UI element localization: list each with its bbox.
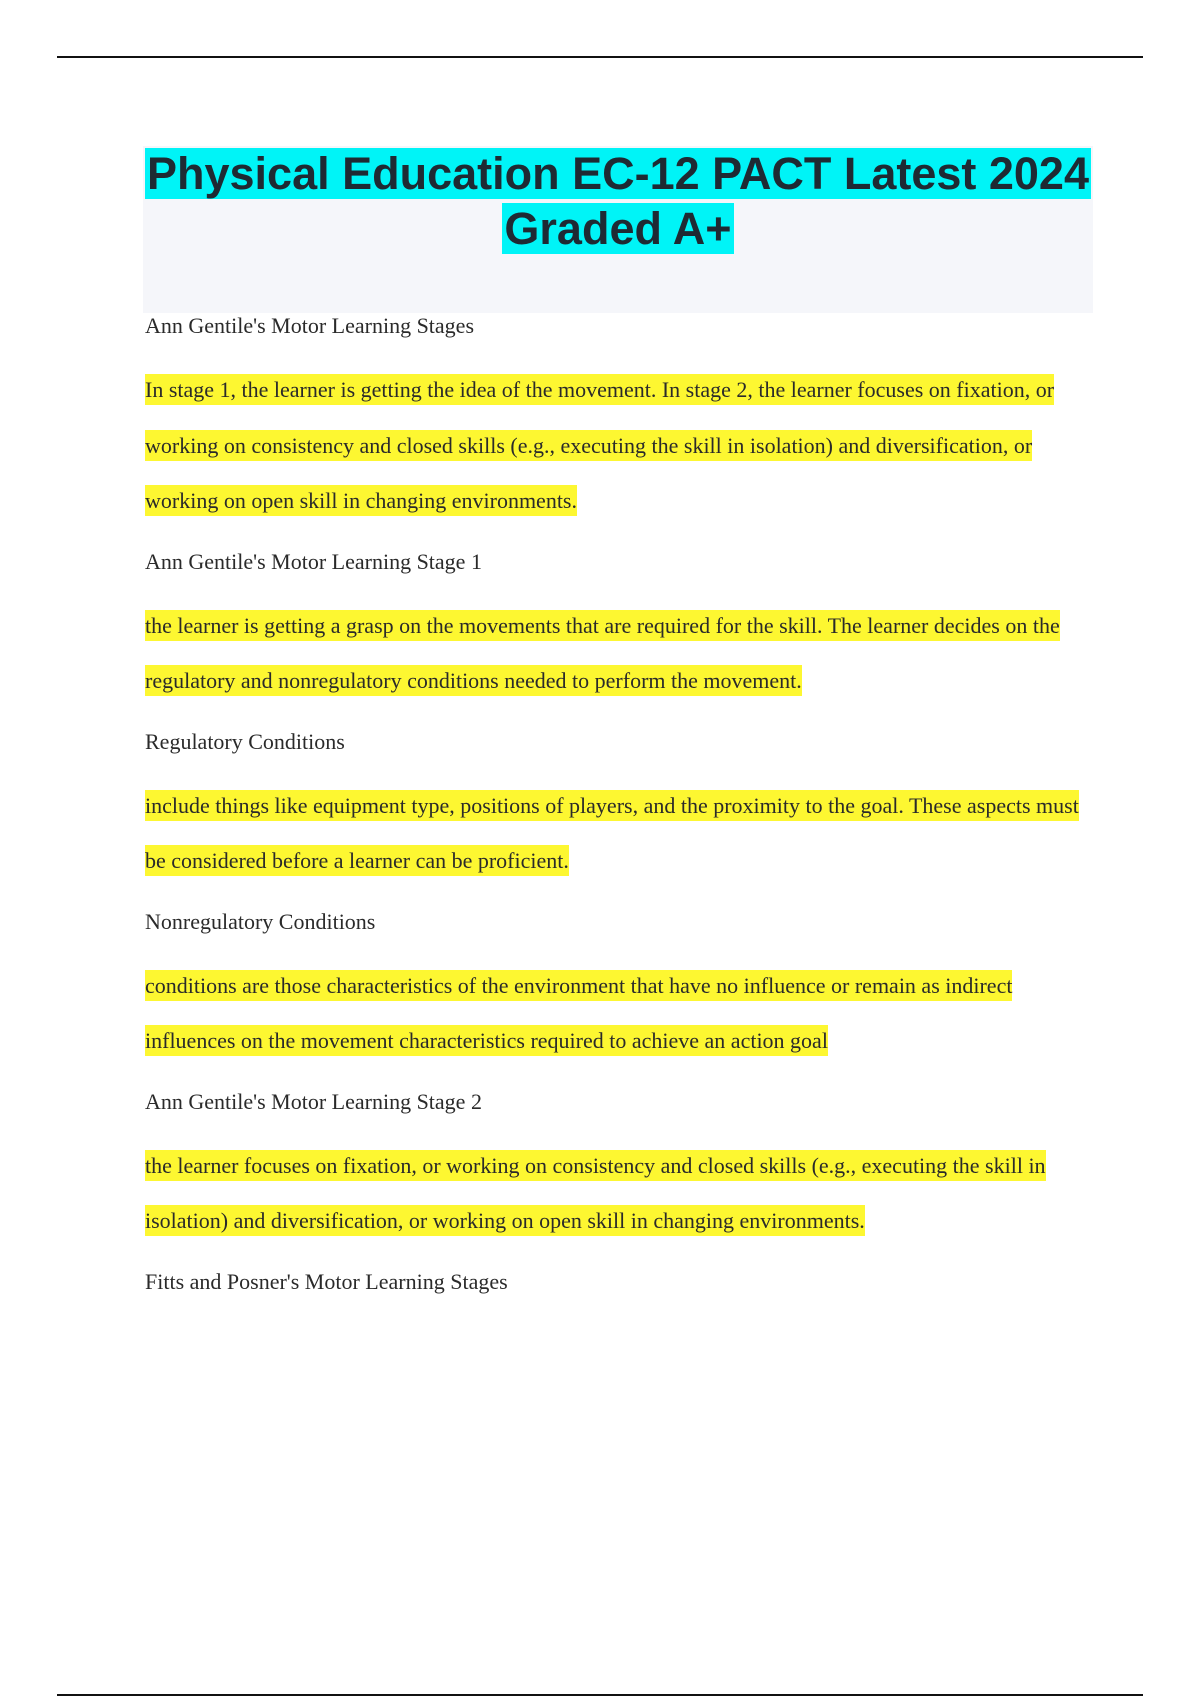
definition-highlight: conditions are those characteristics of the environment that have no influence or remain as indirect influences on the movement characteristics required to achieve an action goal: [145, 970, 1012, 1057]
term-heading: Ann Gentile's Motor Learning Stages: [145, 313, 475, 338]
document-body: [145, 308, 1105, 1300]
term-heading: Regulatory Conditions: [145, 728, 345, 754]
title-block: [143, 146, 1093, 313]
term-definition: [145, 1138, 1105, 1249]
term-definition: [145, 598, 1105, 709]
term-heading: Ann Gentile's Motor Learning Stage 1: [145, 548, 482, 574]
term-definition: [145, 778, 1105, 889]
term-definition: [145, 958, 1105, 1069]
term-definition: [145, 362, 1105, 529]
document-title-text: Physical Education EC-12 PACT Latest 2024 Graded A+: [147, 148, 1089, 254]
document-title: [143, 146, 1093, 256]
term-heading: Ann Gentile's Motor Learning Stage 2: [145, 1088, 482, 1114]
term-heading: Nonregulatory Conditions: [145, 908, 376, 934]
definition-highlight: include things like equipment type, positions of players, and the proximity to the goal. These aspects must be considered before a learner can be proficient.: [145, 790, 1079, 877]
definition-highlight: In stage 1, the learner is getting the idea of the movement. In stage 2, the learner focuses on fixation, or working on consistency and closed skills (e.g., executing the skill in isolation) and diversification, or working on open skill in changing environments.: [145, 374, 1054, 516]
bottom-rule: [57, 1694, 1143, 1696]
definition-highlight: the learner is getting a grasp on the movements that are required for the skill. The learner decides on the regulatory and nonregulatory conditions needed to perform the movement.: [145, 610, 1060, 697]
top-rule: [57, 56, 1143, 58]
term-heading: Fitts and Posner's Motor Learning Stages: [145, 1268, 508, 1294]
definition-highlight: the learner focuses on fixation, or working on consistency and closed skills (e.g., executing the skill in isolation) and diversification, or working on open skill in changing environments.: [145, 1150, 1046, 1237]
